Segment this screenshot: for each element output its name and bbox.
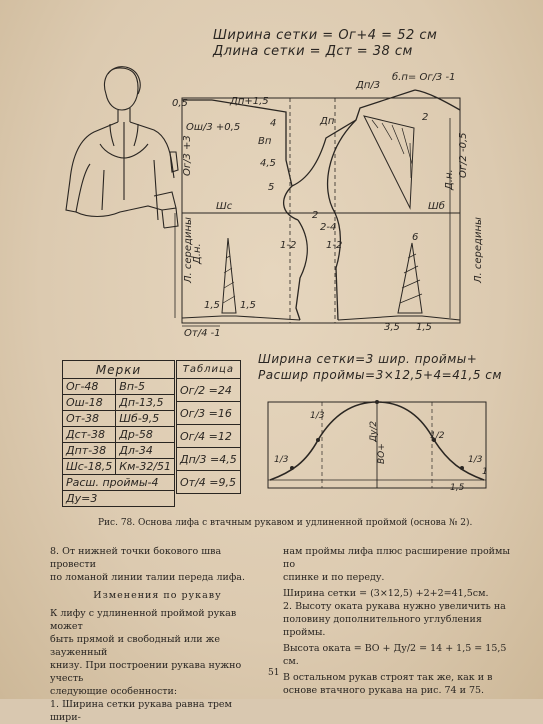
label-3-5: 3,5 [384, 322, 400, 333]
label-ot: От/4 -1 [184, 328, 221, 338]
sleeve-expansion-formula: Расшир проймы=3×12,5+4=41,5 см [258, 368, 502, 382]
label-center-back: Л. середины [473, 217, 484, 283]
sleeve-label-bo: ВО+ [377, 443, 387, 464]
table-row: Ог/3 =16 [177, 402, 241, 425]
page-number: 51 [268, 668, 280, 678]
label-dn-left: Д.н. [192, 243, 203, 264]
bodice-pattern-diagram [160, 68, 500, 338]
label-1-2-b: 1-2 [326, 240, 343, 251]
table-row: От/4 =9,5 [177, 471, 241, 494]
figure-caption: Рис. 78. Основа лифа с втачным рукавом и удлиненной проймой (основа № 2). [98, 518, 473, 528]
label-center-front: Л. середины [183, 217, 194, 283]
label-1-5-b: 1,5 [240, 300, 256, 311]
sleeve-pattern-diagram [262, 392, 492, 512]
label-2-4: 2-4 [320, 222, 337, 233]
sleeve-label-third-left: 1/3 [310, 411, 325, 421]
label-2-a: 2 [422, 112, 429, 123]
table-row: Ог/4 =12 [177, 425, 241, 448]
table-row: Ог/2 =24 [177, 379, 241, 402]
label-og2: Ог/2 -0,5 [458, 132, 469, 178]
sleeve-label-third-right: 1/3 [468, 455, 483, 465]
sleeve-label-third-left-2: 1/3 [274, 455, 289, 465]
label-1-5-c: 1,5 [416, 322, 432, 333]
label-sh-s: Шс [216, 201, 233, 212]
grid-width-formula: Ширина сетки = Ог+4 = 52 см [213, 28, 438, 43]
label-dn: Д.н. [444, 169, 455, 190]
label-1-2-a: 1-2 [280, 240, 297, 251]
table-row: Шс-18,5 Км-32/51 [63, 459, 175, 475]
ratio-table-title: Таблица [177, 361, 241, 379]
text-column-right: нам проймы лифа плюс расширение проймы по спинке и по переду. Ширина сетки = (3×12,5) +2+2=41,5см. 2. Высоту оката рукава нужно увеличить на половину дополнительного углубления проймы. Высота оката = ВО + Ду/2 = 14 + 1,5 = 15,5 см. В остальном рукав строят так же, как и в основе втачного рукава на рис. 74 и 75. [283, 546, 510, 696]
section-heading: Изменения по рукаву [93, 590, 222, 601]
sleeve-grid-formula: Ширина сетки=3 шир. проймы+ [258, 352, 478, 366]
label-osh-frac: Ош/3 +0,5 [186, 122, 241, 133]
label-1-5-a: 1,5 [204, 300, 220, 311]
table-row: Дпт-38 Дл-34 [63, 443, 175, 459]
label-bp: б.п= Ог/3 -1 [392, 72, 456, 83]
label-2-b: 2 [312, 210, 319, 221]
table-row: Дп/3 =4,5 [177, 448, 241, 471]
label-sh-b: Шб [428, 201, 445, 212]
grid-length-formula: Длина сетки = Дст = 38 см [213, 44, 413, 59]
sleeve-label-half-right: 1/2 [430, 431, 445, 441]
label-dp: Дп [320, 116, 335, 127]
label-vp: Вп [258, 136, 272, 147]
table-row: Ог-48 Вп-5 [63, 379, 175, 395]
table-row: Расш. проймы-4 [63, 475, 175, 491]
measurements-title: Мерки [63, 361, 175, 379]
label-shoulder-top: 0,5 [172, 98, 188, 109]
label-4: 4 [270, 118, 277, 129]
table-row: От-38 Шб-9,5 [63, 411, 175, 427]
text-column-left: 8. От нижней точки бокового шва провести по ломаной линии талии переда лифа. Изменения по рукаву К лифу с удлиненной проймой рукав может быть прямой и свободный или же зауженный книзу. При построении рукава нужно учесть следующие особенности: 1. Ширина сетки рукава равна трем шири- [50, 545, 265, 724]
table-row: Ош-18 Дп-13,5 [63, 395, 175, 411]
label-og-frac: Ог/3 +3 [182, 135, 193, 176]
label-dp-3: Дп/3 [356, 80, 381, 91]
label-5: 5 [268, 182, 275, 193]
table-row: Ду=3 [63, 491, 175, 507]
label-dp-plus: Дп+1,5 [230, 96, 269, 107]
ratio-table [176, 360, 241, 494]
sleeve-label-dy: Ду/2 [369, 420, 379, 442]
sleeve-label-1: 1 [482, 467, 488, 477]
table-row: Дст-38 Др-58 [63, 427, 175, 443]
label-4-5: 4,5 [260, 158, 276, 169]
measurements-table [62, 360, 175, 507]
sleeve-label-1-5: 1,5 [450, 483, 465, 493]
label-6: 6 [412, 232, 419, 243]
